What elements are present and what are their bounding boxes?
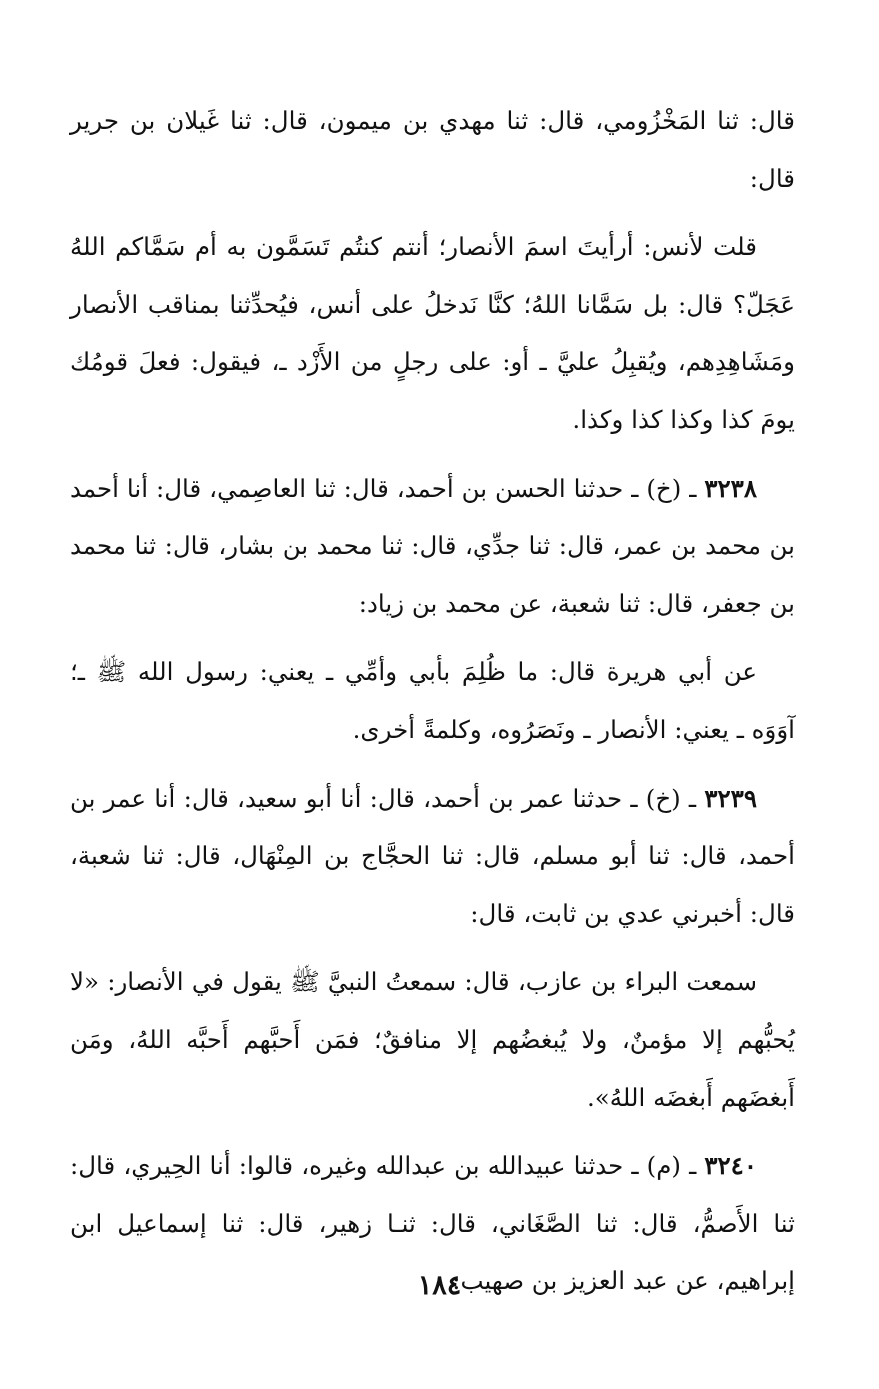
page-number: ١٨٤	[417, 1270, 462, 1301]
paragraph-text: قلت لأنس: أرأيتَ اسمَ الأنصار؛ أنتم كنتُم تَسَمَّون به أم سَمَّاكم اللهُ عَجَلّ؟ قال: بل سَمَّانا اللهُ؛ كنَّا نَدخلُ على أنس، فيُحدِّثنا بمناقب الأنصار ومَشَاهِدِهم، ويُقبِلُ عليَّ ـ أو: على رجلٍ من الأَزْد ـ، فيقول: فعلَ قومُك يومَ كذا وكذا كذا وكذا.	[70, 232, 795, 434]
paragraph-text: ـ (خ) ـ حدثنا الحسن بن أحمد، قال: ثنا العاصِمي، قال: أنا أحمد بن محمد بن عمر، قال: ثنا جدِّي، قال: ثنا محمد بن بشار، قال: ثنا محمد بن جعفر، قال: ثنا شعبة، عن محمد بن زياد:	[70, 473, 795, 618]
hadith-number: ٣٢٣٩	[704, 783, 757, 813]
hadith-3239-matn	[70, 953, 795, 1126]
hadith-number: ٣٢٤٠	[704, 1151, 757, 1181]
hadith-3238-isnad	[70, 460, 795, 633]
paragraph-text: ـ (خ) ـ حدثنا عمر بن أحمد، قال: أنا أبو سعيد، قال: أنا عمر بن أحمد، قال: ثنا أبو مسلم، قال: ثنا الحجَّاج بن المِنْهَال، قال: ثنا شعبة، قال: أخبرني عدي بن ثابت، قال:	[70, 783, 795, 928]
paragraph-text: ـ (م) ـ حدثنا عبيدالله بن عبدالله وغيره، قالوا: أنا الحِيري، قال: ثنا الأَصمُّ، قال: ثنا الصَّغَاني، قال: ثنـا زهير، قال: ثنا إسماعيل ابن إبراهيم، عن عبد العزيز بن صهيب:	[70, 1151, 795, 1296]
hadith-3238-matn	[70, 643, 795, 758]
page-body	[70, 92, 795, 1310]
paragraph-text: قال: ثنا المَخْزُومي، قال: ثنا مهدي بن ميمون، قال: ثنا غَيلان بن جرير قال:	[70, 106, 795, 193]
paragraph-isnad-continuation	[70, 92, 795, 207]
paragraph-text: سمعت البراء بن عازب، قال: سمعتُ النبيَّ ﷺ يقول في الأنصار: «لا يُحبُّهم إلا مؤمنٌ، ولا يُبغضُهم إلا منافقٌ؛ فمَن أَحبَّهم أَحبَّه اللهُ، ومَن أَبغضَهم أَبغضَه اللهُ».	[70, 967, 795, 1112]
paragraph-text: عن أبي هريرة قال: ما ظُلِمَ بأبي وأمِّي ـ يعني: رسول الله ﷺ ـ؛ آوَوَه ـ يعني: الأنصار ـ ونَصَرُوه، وكلمةً أخرى.	[70, 657, 795, 744]
paragraph-anas-narration	[70, 218, 795, 448]
hadith-number: ٣٢٣٨	[704, 473, 757, 503]
hadith-3239-isnad	[70, 770, 795, 943]
